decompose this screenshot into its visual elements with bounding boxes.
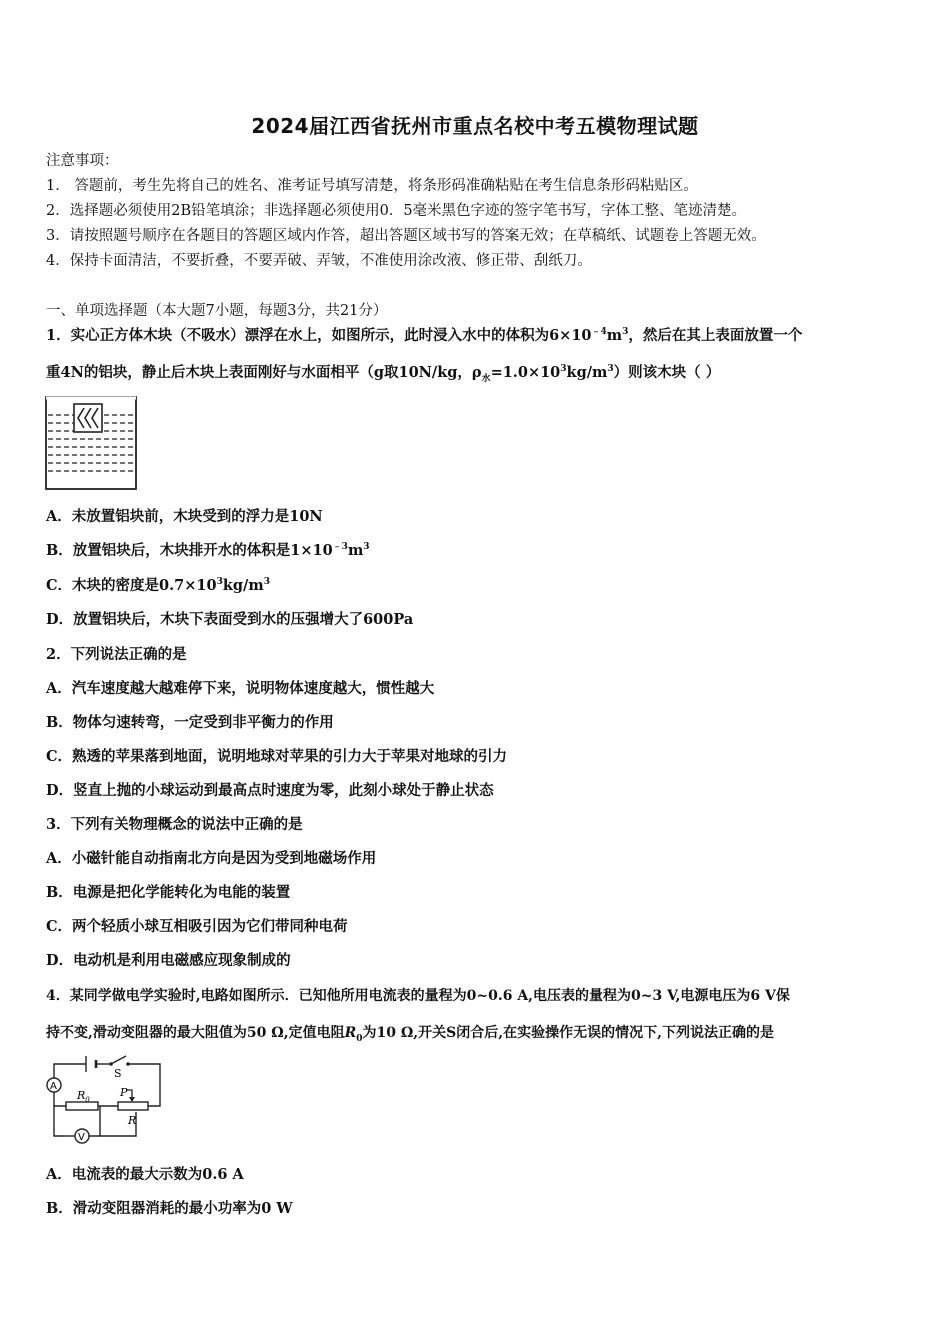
battery (86, 1056, 96, 1072)
q2-option-d: D．竖直上抛的小球运动到最高点时速度为零，此刻小球处于静止状态 (46, 782, 494, 799)
notice-item-1: 1． 答题前，考生先将自己的姓名、准考证号填写清楚，将条形码准确粘贴在考生信息条形码粘贴区。 (46, 178, 698, 194)
ammeter-label: A (50, 1081, 57, 1092)
q4-stem-line1: 4．某同学做电学实验时,电路如图所示．已知他所用电流表的量程为0~0.6 A,电压表的量程为0~3 V,电源电压为6 V保 (46, 988, 790, 1004)
q3-option-a: A．小磁针能自动指南北方向是因为受到地磁场作用 (46, 850, 377, 867)
q3-stem: 3．下列有关物理概念的说法中正确的是 (46, 816, 303, 833)
notice-item-4: 4．保持卡面清洁，不要折叠，不要弄破、弄皱，不准使用涂改液、修正带、刮纸刀。 (46, 253, 592, 269)
q1-option-a: A．未放置铝块前，木块受到的浮力是10N (46, 508, 323, 525)
voltmeter-label: V (78, 1132, 85, 1143)
circuit-wires (54, 1064, 160, 1136)
p-label: P (120, 1086, 128, 1099)
switch-label: S (114, 1067, 122, 1080)
q1-option-c: C．木块的密度是$0.7\times 10^3kg/m^3$ (46, 577, 270, 594)
q4-circuit-diagram (40, 1050, 166, 1146)
q2-option-b: B．物体匀速转弯，一定受到非平衡力的作用 (46, 714, 334, 731)
ammeter (47, 1078, 61, 1092)
q1-option-d: D．放置铝块后，木块下表面受到水的压强增大了600Pa (46, 611, 414, 628)
q1-stem-line2: 重4N的铝块，静止后木块上表面刚好与水面相平（g取10N/kg，$\rho_水=1.0\times 10^3kg/m^3$）则该木块（ ） (46, 364, 721, 384)
q1-stem-line1: 1．实心正方体木块（不吸水）漂浮在水上，如图所示，此时浸入水中的体积为$6\times 10^{﹣4}m^3$，然后在其上表面放置一个 (46, 327, 803, 344)
voltmeter (64, 1129, 89, 1143)
section-heading: 一、单项选择题（本大题7小题，每题3分，共21分） (46, 303, 388, 319)
q2-option-c: C．熟透的苹果落到地面，说明地球对苹果的引力大于苹果对地球的引力 (46, 748, 508, 765)
q2-option-a: A．汽车速度越大越难停下来，说明物体速度越大，惯性越大 (46, 680, 435, 697)
q4-option-b: B．滑动变阻器消耗的最小功率为0 W (46, 1200, 293, 1217)
q4-stem-line2: 持不变,滑动变阻器的最大阻值为50 Ω,定值电阻$R_0$为10 Ω,开关S闭合后,在实验操作无误的情况下,下列说法正确的是 (46, 1025, 775, 1044)
notice-heading: 注意事项： (46, 153, 119, 169)
resistor-r0 (66, 1089, 98, 1110)
q1-figure-container (44, 393, 140, 491)
switch (109, 1056, 130, 1080)
wood-block (74, 404, 102, 432)
r-label: R (128, 1114, 137, 1127)
q3-option-b: B．电源是把化学能转化为电能的装置 (46, 884, 291, 901)
q1-option-b: B．放置铝块后，木块排开水的体积是$1\times 10^{﹣3}m^3$ (46, 542, 370, 559)
q3-option-c: C．两个轻质小球互相吸引因为它们带同种电荷 (46, 918, 348, 935)
q3-option-d: D．电动机是利用电磁感应现象制成的 (46, 952, 291, 969)
page-title: 2024届江西省抚州市重点名校中考五模物理试题 (251, 114, 699, 138)
notice-item-2: 2．选择题必须使用2B铅笔填涂；非选择题必须使用0．5毫米黑色字迹的签字笔书写，字体工整、笔迹清楚。 (46, 203, 747, 219)
r0-label: $R_0$ (77, 1089, 90, 1104)
notice-item-3: 3．请按照题号顺序在各题目的答题区域内作答，超出答题区域书写的答案无效；在草稿纸、试题卷上答题无效。 (46, 228, 766, 244)
rheostat (118, 1086, 148, 1127)
q2-stem: 2．下列说法正确的是 (46, 646, 187, 663)
q4-option-a: A．电流表的最大示数为0.6 A (46, 1166, 244, 1183)
